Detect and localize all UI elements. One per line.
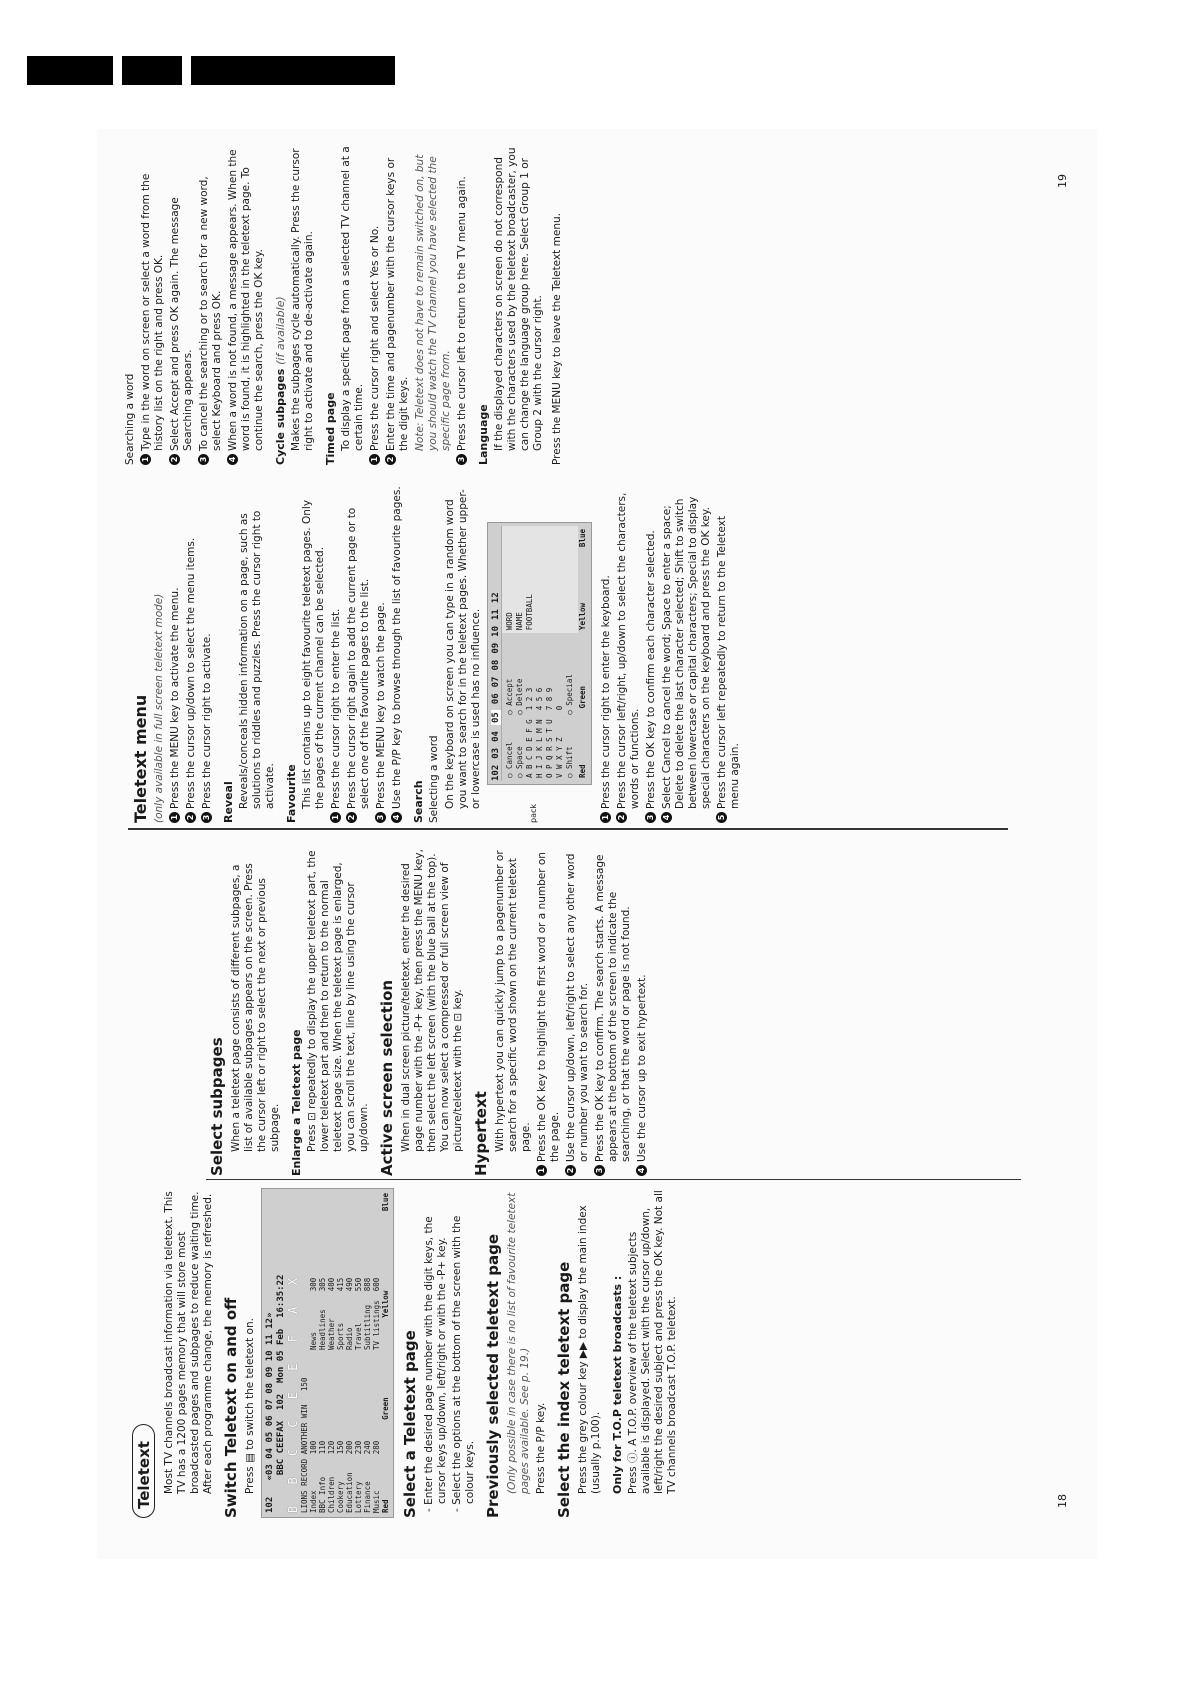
keyboard-screen-example	[487, 483, 592, 823]
enlarge-title: Enlarge a Teletext page	[290, 1029, 303, 1176]
page-number-right: 19	[1056, 174, 1069, 188]
language-text: If the displayed characters on screen do not correspond with the characters used by the teletext broadcaster, you can change the language group here. Select Group 1 or Group 2 with the cursor right.	[493, 147, 544, 451]
menu-step-2: 2 Press the cursor up/down to select the menu items.	[185, 483, 198, 823]
onscreen-keyboard	[487, 522, 592, 785]
timed-note: Note: Teletext does not have to remain switched on, but you should watch the TV channel you have selected the specific page from.	[414, 154, 452, 451]
index-page-title: Select the index teletext page	[555, 1261, 573, 1518]
favourite-title: Favourite	[285, 764, 298, 823]
timed-step-2: 2 Enter the time and pagenumber with the cursor keys or the digit keys.	[385, 145, 411, 465]
header-tab-3	[191, 56, 395, 85]
search-step-3: 3 Press the OK key to confirm each character selected.	[645, 483, 658, 823]
green-key-label: Green	[381, 1397, 390, 1420]
language-title: Language	[477, 404, 490, 465]
menu-leave-text: Press the MENU key to leave the Teletext menu.	[551, 213, 563, 465]
hypertext-step-3: 3 Press the OK key to confirm. The search starts. A message appears at the bottom of the screen to indicate the searching, or that the word or page is not found.	[594, 846, 633, 1176]
search-subtitle: Selecting a word	[428, 735, 440, 823]
left-page-rule	[206, 1179, 1021, 1180]
tv-colour-keys	[381, 1193, 390, 1513]
select-page-item: - Select the options at the bottom of the screen with the colour keys.	[451, 1215, 476, 1512]
select-page-title: Select a Teletext page	[401, 1330, 419, 1518]
hypertext-step-2: 2 Use the cursor up/down, left/right to select any other word or number you want to search for.	[565, 846, 591, 1176]
tv-header-line: 102 «03 04 05 06 07 08 09 10 11 12»	[265, 1312, 275, 1513]
kbd-colour-keys: Red Green Yellow Blue	[578, 529, 587, 778]
ceefax-banner: B B C C E E F A X	[286, 1271, 300, 1513]
tv-index-col-2: News 300 Headlines 305 Weather 400 Sports 415 Radio 490 Travel 550 Subtitling 888 TV listings 600	[309, 1277, 381, 1350]
page-number-left: 18	[1056, 1494, 1069, 1508]
searching-step-1: 1 Type in the word on screen or select a word from the history list on the right and press OK.	[140, 145, 166, 465]
select-page-item: - Enter the desired page number with the digit keys, the cursor keys up/down, left/right or with the -P+ key.	[423, 1216, 448, 1512]
right-page-column-2	[124, 145, 567, 465]
timed-step-3: 3 Press the cursor left to return to the TV menu again.	[456, 145, 469, 465]
prev-page-title: Previously selected teletext page	[484, 1234, 502, 1518]
right-page-column-1	[124, 483, 745, 823]
fav-step-4: 4 Use the P/P key to browse through the list of favourite pages.	[391, 483, 404, 823]
searching-subtitle: Searching a word	[124, 373, 136, 465]
index-page-text: Press the grey colour key ▶▶ to display the main index (usually p.100).	[577, 1205, 602, 1494]
fav-step-2: 2 Press the cursor right again to add the current page or to select one of the favourite pages to the list.	[346, 483, 372, 823]
yellow-key-label: Yellow	[381, 1290, 390, 1318]
switch-text: Press ▤ to switch the teletext on.	[244, 1318, 256, 1494]
header-tab-2	[122, 56, 182, 85]
tv-subhead: LIONS RECORD ANOTHER WIN 150	[300, 1377, 309, 1513]
blue-key-label: Blue	[381, 1193, 390, 1212]
top-title: Only for T.O.P teletext broadcasts :	[611, 1275, 624, 1494]
left-page-column-2	[201, 846, 652, 1176]
active-screen-text: When in dual screen picture/teletext, enter the desired page number with the -P+ key, then press the MENU key, then select the left screen (with the blue ball at the top). You can now select a compressed or full screen view of picture/teletext with the ⊡ key.	[400, 849, 464, 1152]
section-pill: Teletext	[132, 1424, 155, 1518]
header-tab-1	[27, 56, 113, 85]
reveal-text: Reveals/conceals hidden information on a page, such as solutions to riddles and puzzles. Press the cursor right to activate.	[238, 510, 276, 809]
searching-step-3: 3 To cancel the searching or to search for a new word, select Keyboard and press OK.	[198, 145, 224, 465]
keyboard-history: WORD NAME FOOTBALL	[502, 526, 578, 633]
teletext-screen-example	[261, 1188, 394, 1518]
hypertext-step-4: 4 Use the cursor up to exit hypertext.	[636, 846, 649, 1176]
left-page-column-1	[132, 1188, 682, 1518]
intro-text: Most TV channels broadcast information via teletext. This TV has a 1200 pages memory that will store most broadcasted pages and subpages to reduce waiting time. After each programme change, the memory is refreshed.	[163, 1191, 214, 1494]
timed-title: Timed page	[324, 392, 337, 465]
timed-step-1: 1 Press the cursor right and select Yes or No.	[369, 145, 382, 465]
searching-step-2: 2 Select Accept and press OK again. The message Searching appears.	[169, 145, 195, 465]
cycle-text: Makes the subpages cycle automatically. Press the cursor right to activate and to de-activate again.	[290, 148, 315, 451]
search-step-2: 2 Press the cursor left/right, up/down to select the characters, words or functions.	[616, 483, 642, 823]
hypertext-text: With hypertext you can quickly jump to a pagenumber or search for a specific word shown on the current teletext page.	[494, 850, 532, 1152]
page-divider	[128, 829, 1008, 831]
switch-title: Switch Teletext on and off	[222, 1297, 240, 1518]
menu-step-1: 1 Press the MENU key to activate the menu.	[169, 483, 182, 823]
search-step-1: 1 Press the cursor right to enter the keyboard.	[600, 483, 613, 823]
tv-header-line-2: BBC CEEFAX 102 Mon 05 Feb 16:35:22	[276, 1274, 286, 1513]
cycle-title: Cycle subpages (if available)	[274, 296, 287, 465]
timed-text: To display a specific page from a selected TV channel at a certain time.	[340, 146, 365, 451]
search-title: Search	[412, 780, 425, 823]
fav-step-3: 3 Press the MENU key to watch the page.	[375, 483, 388, 823]
tv-index-col-1: Index 100 BBC Info 110 Children 120 Cookery 150 Education 200 Lottery 230 Finance 240 Music 280	[309, 1440, 381, 1513]
prev-page-text: Press the P/P key.	[535, 1402, 547, 1494]
reveal-title: Reveal	[222, 781, 235, 823]
search-step-4: 4 Select Cancel to cancel the word; Space to enter a space; Delete to delete the last character selected; Shift to switch between lowercase or capital characters; Special to display special characters on the keyboard and press the OK key.	[661, 483, 713, 823]
prev-page-note: (Only possible in case there is no list of favourite teletext pages available. See p. 19.)	[506, 1192, 531, 1494]
keyboard-page-row: 102 03 04 05 06 07 08 09 10 11 12	[491, 526, 502, 781]
active-screen-title: Active screen selection	[378, 979, 396, 1176]
subpages-text: When a teletext page consists of different subpages, a list of available subpages appears on the screen. Press the cursor left or right to select the next or previous subpage.	[230, 863, 281, 1152]
top-text: Press ⓘ. A T.O.P. overview of the teletext subjects available is displayed. Select with the cursor up/down, left/right the desired subject and press the OK key. Not all TV channels broadcast T.O.P. teletext.	[627, 1190, 678, 1494]
rotated-manual-pages	[98, 130, 1094, 1558]
red-key-label: Red	[381, 1499, 390, 1513]
favourite-text: This list contains up to eight favourite teletext pages. Only the pages of the current channel can be selected.	[301, 499, 326, 809]
menu-step-3: 3 Press the cursor right to activate.	[201, 483, 214, 823]
menu-note: (only available in full screen teletext mode)	[153, 593, 165, 823]
menu-title: Teletext menu	[131, 694, 150, 823]
fav-step-1: 1 Press the cursor right to enter the list.	[330, 483, 343, 823]
search-step-5: 5 Press the cursor left repeatedly to return to the Teletext menu again.	[716, 483, 742, 823]
keyboard-keys: ○ Cancel ○ Accept ○ Space ○ Delete A B C D E F G 1 2 3 H I J K L M N 4 5 6 O P Q R S T U 7 8 9 V W X Y Z 0 ○ Shift ○ Special	[505, 674, 574, 778]
pack-label: pack	[529, 803, 538, 823]
subpages-title: Select subpages	[208, 1037, 226, 1176]
scanned-spread	[97, 129, 1097, 1559]
enlarge-text: Press ⊡ repeatedly to display the upper teletext part, the lower teletext part and then to return to the normal teletext page size. When the teletext page is enlarged, you can scroll the text, line by line using the cursor up/down.	[306, 850, 370, 1152]
hypertext-title: Hypertext	[472, 1091, 490, 1176]
hypertext-step-1: 1 Press the OK key to highlight the first word or a number on the page.	[536, 846, 562, 1176]
search-text: On the keyboard on screen you can type in a random word you want to search for in the teletext pages. Whether upper- or lowercase is used has no influence.	[444, 489, 482, 809]
searching-step-4: 4 When a word is not found, a message appears. When the word is found, it is highlighted in the teletext page. To continue the search, press the OK key.	[227, 145, 266, 465]
